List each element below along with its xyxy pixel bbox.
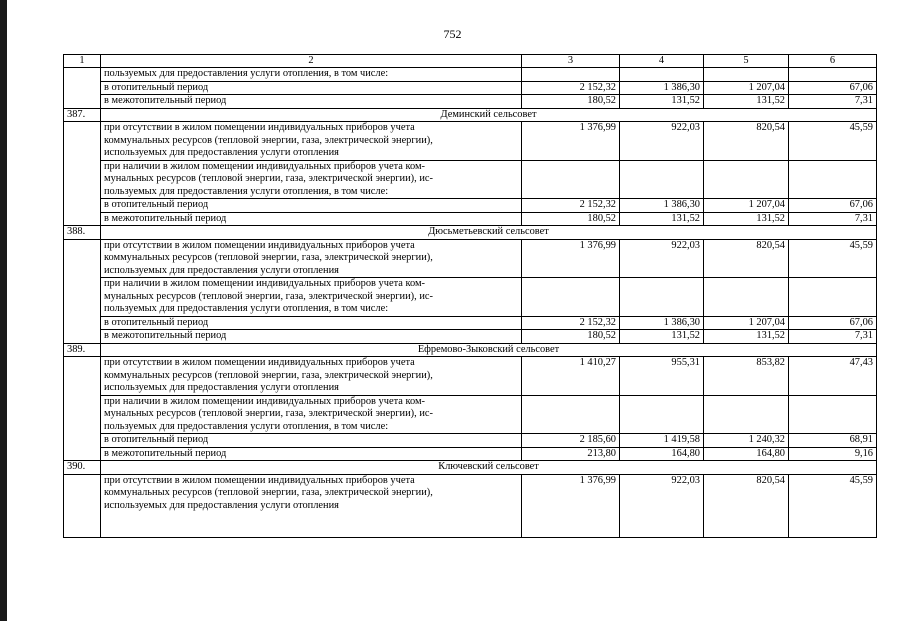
table-row (64, 95, 877, 109)
period-label: в межотопительный период (101, 330, 522, 344)
description-line: при отсутствии в жилом помещении индивидуальных приборов учета (104, 357, 415, 368)
table-row (64, 81, 877, 95)
period-label: в отопительный период (101, 434, 522, 448)
description-cell (101, 278, 522, 317)
description-line: мунальных ресурсов (тепловой энергии, газа, электрической энергии), ис- (104, 408, 433, 419)
period-label: в отопительный период (101, 81, 522, 95)
column-header: 5 (704, 55, 789, 68)
value-cell: 9,16 (789, 447, 877, 461)
table-row (64, 278, 877, 317)
table-row (64, 330, 877, 344)
description-line: коммунальных ресурсов (тепловой энергии, газа, электрической энергии), (104, 134, 433, 146)
value-cell: 67,06 (789, 81, 877, 95)
value-cell: 47,43 (789, 357, 877, 396)
section-title: Ключевский сельсовет (101, 461, 877, 475)
period-label: в отопительный период (101, 316, 522, 330)
value-cell: 68,91 (789, 434, 877, 448)
value-cell: 1 207,04 (704, 316, 789, 330)
description-line: используемых для предоставления услуги отопления (104, 382, 339, 393)
value-cell: 180,52 (522, 212, 620, 226)
description-line: пользуемых для предоставления услуги отопления, в том числе: (104, 68, 389, 79)
description-line: пользуемых для предоставления услуги отопления, в том числе: (104, 185, 389, 197)
description-cell (101, 474, 522, 537)
row-number: 390. (64, 461, 101, 475)
value-cell: 7,31 (789, 212, 877, 226)
description-line: пользуемых для предоставления услуги отопления, в том числе: (104, 420, 389, 432)
table-row (64, 316, 877, 330)
row-number-cell (64, 68, 101, 109)
period-label: в межотопительный период (101, 95, 522, 109)
value-cell: 45,59 (789, 239, 877, 278)
value-cell: 2 152,32 (522, 199, 620, 213)
description-line: пользуемых для предоставления услуги отопления, в том числе: (104, 303, 389, 314)
description-line: при отсутствии в жилом помещении индивидуальных приборов учета (104, 474, 415, 486)
table-row (64, 212, 877, 226)
description-line: коммунальных ресурсов (тепловой энергии, газа, электрической энергии), (104, 487, 433, 498)
value-cell: 1 376,99 (522, 239, 620, 278)
table-row (64, 447, 877, 461)
column-header: 1 (64, 55, 101, 68)
value-cell: 164,80 (620, 447, 704, 461)
section-header-row (64, 226, 877, 240)
section-title: Дюсьметьевский сельсовет (101, 226, 877, 240)
value-cell: 922,03 (620, 474, 704, 537)
row-number: 389. (64, 343, 101, 357)
value-cell: 67,06 (789, 316, 877, 330)
table-row (64, 239, 877, 278)
description-line: коммунальных ресурсов (тепловой энергии, газа, электрической энергии), (104, 252, 433, 263)
section-header-row (64, 461, 877, 475)
value-cell: 2 152,32 (522, 81, 620, 95)
value-cell: 131,52 (704, 95, 789, 109)
page-number: 752 (443, 27, 462, 41)
value-cell: 45,59 (789, 122, 877, 161)
description-line: используемых для предоставления услуги отопления (104, 499, 339, 511)
value-cell: 922,03 (620, 239, 704, 278)
scan-left-edge (0, 0, 7, 621)
value-cell: 820,54 (704, 474, 789, 537)
description-cell (101, 357, 522, 396)
column-header: 4 (620, 55, 704, 68)
description-line: при отсутствии в жилом помещении индивидуальных приборов учета (104, 239, 415, 251)
column-header: 6 (789, 55, 877, 68)
value-cell: 164,80 (704, 447, 789, 461)
section-header-row (64, 343, 877, 357)
value-cell: 820,54 (704, 122, 789, 161)
value-cell: 2 152,32 (522, 316, 620, 330)
period-label: в межотопительный период (101, 447, 522, 461)
table-row (64, 474, 877, 537)
value-cell: 1 240,32 (704, 434, 789, 448)
value-cell: 820,54 (704, 239, 789, 278)
description-line: используемых для предоставления услуги отопления (104, 264, 339, 276)
value-cell: 131,52 (704, 330, 789, 344)
value-cell: 1 386,30 (620, 316, 704, 330)
table-row (64, 122, 877, 161)
value-cell: 131,52 (704, 212, 789, 226)
table-row (64, 160, 877, 199)
value-cell: 7,31 (789, 330, 877, 344)
period-label: в межотопительный период (101, 212, 522, 226)
description-cell (101, 68, 522, 82)
table-row (64, 434, 877, 448)
description-line: при наличии в жилом помещении индивидуальных приборов учета ком- (104, 278, 426, 289)
section-title: Деминский сельсовет (101, 108, 877, 122)
value-cell: 7,31 (789, 95, 877, 109)
value-cell: 131,52 (620, 95, 704, 109)
period-label: в отопительный период (101, 199, 522, 213)
value-cell: 131,52 (620, 212, 704, 226)
value-cell: 45,59 (789, 474, 877, 537)
description-line: при отсутствии в жилом помещении индивидуальных приборов учета (104, 122, 415, 133)
value-cell: 1 386,30 (620, 199, 704, 213)
description-cell (101, 122, 522, 161)
description-cell (101, 160, 522, 199)
description-line: мунальных ресурсов (тепловой энергии, газа, электрической энергии), ис- (104, 290, 433, 302)
table-row (64, 395, 877, 434)
value-cell: 2 185,60 (522, 434, 620, 448)
value-cell: 213,80 (522, 447, 620, 461)
section-title: Ефремово-Зыковский сельсовет (101, 343, 877, 357)
value-cell: 1 410,27 (522, 357, 620, 396)
value-cell: 922,03 (620, 122, 704, 161)
description-line: коммунальных ресурсов (тепловой энергии, газа, электрической энергии), (104, 369, 433, 381)
column-header-row (64, 55, 877, 68)
value-cell: 1 419,58 (620, 434, 704, 448)
table-row (64, 357, 877, 396)
value-cell: 1 376,99 (522, 474, 620, 537)
value-cell: 67,06 (789, 199, 877, 213)
table-row (64, 199, 877, 213)
description-line: мунальных ресурсов (тепловой энергии, газа, электрической энергии), ис- (104, 173, 433, 184)
value-cell: 853,82 (704, 357, 789, 396)
description-cell (101, 239, 522, 278)
column-header: 2 (101, 55, 522, 68)
row-number: 387. (64, 108, 101, 122)
description-line: при наличии в жилом помещении индивидуальных приборов учета ком- (104, 395, 426, 407)
row-number: 388. (64, 226, 101, 240)
value-cell: 180,52 (522, 330, 620, 344)
value-cell: 131,52 (620, 330, 704, 344)
description-cell (101, 395, 522, 434)
description-line: используемых для предоставления услуги отопления (104, 147, 339, 158)
table-row (64, 68, 877, 82)
value-cell: 1 207,04 (704, 81, 789, 95)
value-cell: 1 386,30 (620, 81, 704, 95)
value-cell: 180,52 (522, 95, 620, 109)
value-cell: 1 207,04 (704, 199, 789, 213)
description-line: при наличии в жилом помещении индивидуальных приборов учета ком- (104, 160, 426, 172)
section-header-row (64, 108, 877, 122)
value-cell: 1 376,99 (522, 122, 620, 161)
value-cell: 955,31 (620, 357, 704, 396)
column-header: 3 (522, 55, 620, 68)
tariff-table (63, 54, 877, 538)
